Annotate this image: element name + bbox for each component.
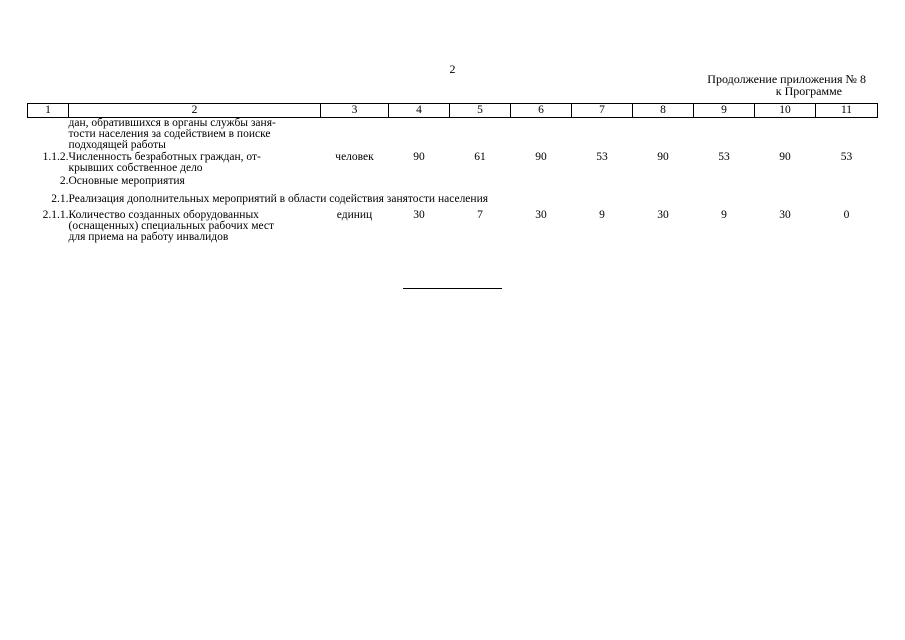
row-name: [69, 176, 321, 194]
row-value: 0: [843, 209, 850, 221]
column-header: 8: [633, 104, 694, 118]
column-header: 6: [511, 104, 572, 118]
row-unit: [321, 118, 389, 153]
row-name-line: крывших собственное дело: [68, 162, 203, 174]
table-row: [28, 152, 878, 176]
column-header: 1: [28, 104, 69, 118]
continuation-line-2: к Программе: [775, 84, 842, 98]
row-value: 30: [535, 209, 547, 221]
row-value: [633, 176, 694, 194]
column-header: 10: [755, 104, 816, 118]
table-row: [28, 118, 878, 153]
row-value: 7: [477, 209, 483, 221]
row-value: 61: [474, 151, 486, 163]
table-row: [28, 194, 878, 210]
row-value: [450, 118, 511, 153]
row-name-line: подходящей работы: [68, 139, 166, 151]
column-header: 9: [694, 104, 755, 118]
row-value: 90: [413, 151, 425, 163]
row-value: [816, 176, 878, 194]
column-header: 5: [450, 104, 511, 118]
column-header: 7: [572, 104, 633, 118]
table-row: [28, 210, 878, 244]
row-value: [694, 118, 755, 153]
row-value: 53: [840, 151, 853, 163]
row-value: [633, 118, 694, 153]
row-value: [755, 176, 816, 194]
row-name-line: тости населения за содействием в поиске: [68, 128, 271, 140]
row-name-line: Реализация дополнительных мероприятий в области содействия занятости населения: [68, 193, 489, 205]
row-value: [694, 176, 755, 194]
row-value: [511, 176, 572, 194]
row-value: 30: [413, 209, 425, 221]
row-code: 2.1.1.: [42, 209, 69, 221]
row-value: 53: [718, 151, 730, 163]
row-value: [572, 176, 633, 194]
column-header: 4: [389, 104, 450, 118]
row-value: 9: [599, 209, 605, 221]
table-row: [28, 176, 878, 194]
row-name-line: Численность безработных граждан, от-: [68, 151, 261, 163]
row-name-line: Количество созданных оборудованных: [68, 209, 259, 221]
page-number: 2: [449, 62, 456, 76]
row-value: [755, 118, 816, 153]
row-value: 90: [657, 151, 669, 163]
column-header: 3: [321, 104, 389, 118]
row-value: [389, 118, 450, 153]
row-code: 2.: [59, 175, 69, 187]
row-unit: [321, 176, 389, 194]
row-name: [69, 152, 321, 176]
row-value: [572, 118, 633, 153]
indicators-table: [27, 103, 878, 244]
row-name-line: для приема на работу инвалидов: [68, 231, 229, 243]
continuation-line-1: Продолжение приложения № 8: [707, 72, 866, 86]
row-name-line: (оснащенных) специальных рабочих мест: [68, 220, 275, 232]
row-name: [69, 210, 321, 244]
row-name-line: дан, обратившихся в органы службы заня-: [68, 117, 276, 129]
row-value: [511, 118, 572, 153]
row-name-line: Основные мероприятия: [68, 175, 185, 187]
column-header: 2: [69, 104, 321, 118]
row-value: 90: [535, 151, 547, 163]
row-code: 2.1.: [51, 193, 69, 205]
row-unit: единиц: [336, 209, 373, 221]
row-code: [28, 118, 69, 153]
row-value: 90: [779, 151, 791, 163]
row-value: 30: [779, 209, 791, 221]
row-value: 53: [596, 151, 608, 163]
row-value: 9: [721, 209, 727, 221]
row-value: [389, 176, 450, 194]
row-value: 30: [657, 209, 669, 221]
row-unit: человек: [335, 151, 374, 163]
footer-divider: [403, 288, 502, 289]
row-code: 1.1.2.: [42, 151, 69, 163]
row-value: [450, 176, 511, 194]
table-header-row: [28, 104, 878, 118]
row-name: [69, 118, 321, 153]
row-value: [816, 118, 878, 153]
column-header: 11: [816, 104, 878, 118]
appendix-continuation-heading: [646, 73, 866, 97]
row-name: [69, 194, 878, 210]
